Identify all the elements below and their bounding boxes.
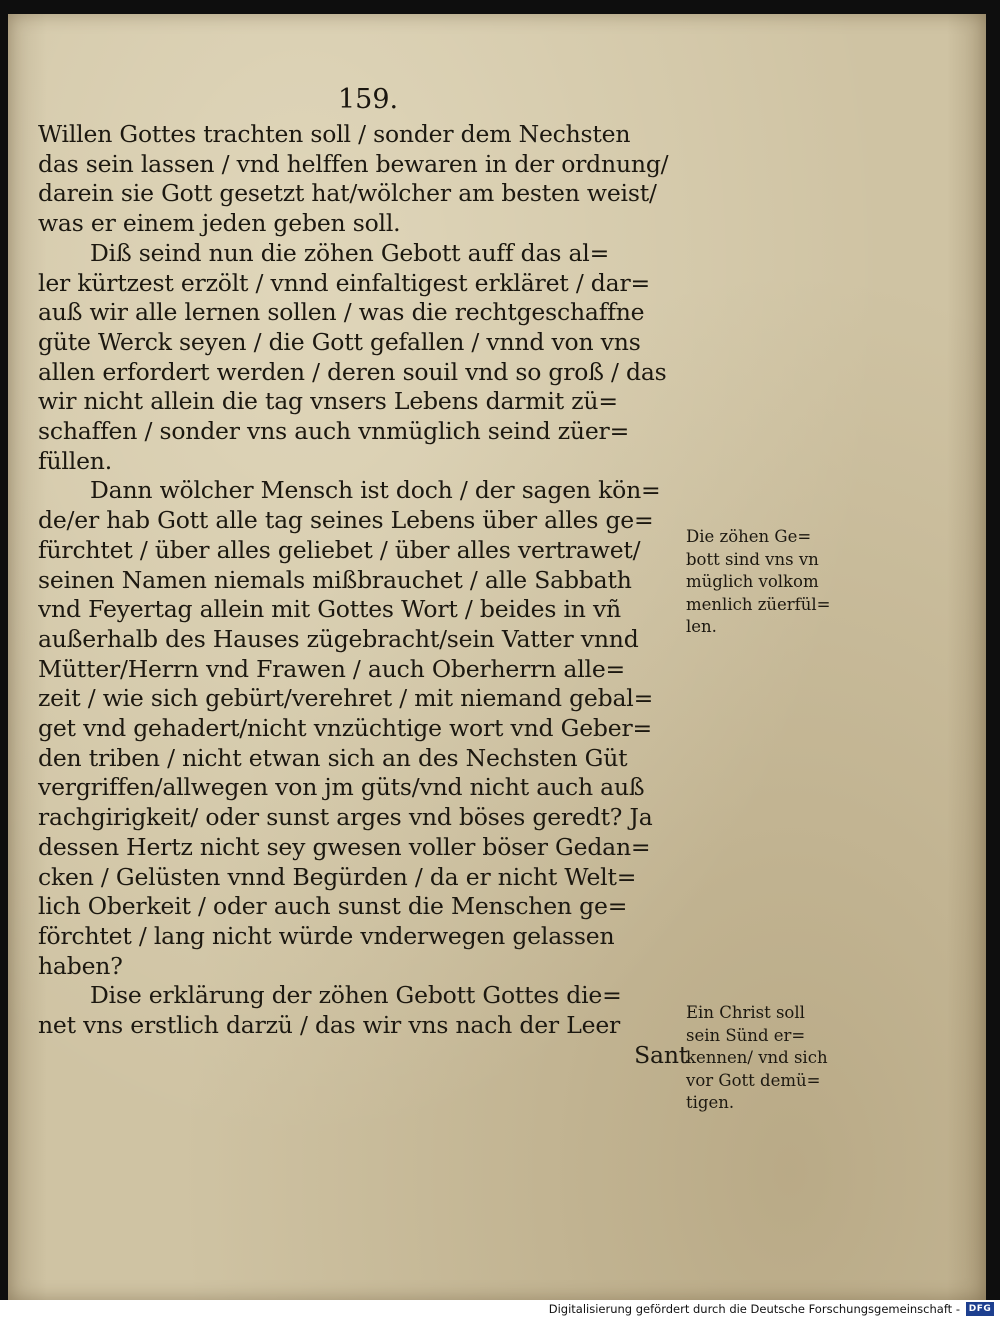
- marginal-note: [686, 1002, 856, 1115]
- text-line: Mütter/Herrn vnd Frawen / auch Oberherrn alle=: [38, 654, 626, 683]
- page-number: 159.: [338, 84, 399, 115]
- marginal-line: Ein Christ soll: [686, 1003, 805, 1022]
- footer-bar: [0, 1300, 1000, 1319]
- text-line: vnd Feyertag allein mit Gottes Wort / beides in vñ: [38, 595, 621, 624]
- funding-credit: Digitalisierung gefördert durch die Deutsche Forschungsgemeinschaft -: [548, 1302, 960, 1316]
- text-line: Willen Gottes trachten soll / sonder dem Nechsten: [38, 120, 631, 148]
- paragraph-start-line: Dise erklärung der zöhen Gebott Gottes die=: [90, 981, 622, 1010]
- marginal-line: tigen.: [686, 1093, 735, 1112]
- text-line: füllen.: [38, 446, 112, 475]
- paragraph-start-line: Diß seind nun die zöhen Gebott auff das al=: [90, 238, 610, 267]
- marginal-line: bott sind vns vn: [686, 549, 819, 569]
- body-text: [38, 120, 688, 1071]
- text-line: den triben / nicht etwan sich an des Nechsten Güt: [38, 743, 628, 772]
- text-line: schaffen / sonder vns auch vnmüglich seind züer=: [38, 417, 630, 446]
- text-line: zeit / wie sich gebürt/verehret / mit niemand gebal=: [38, 684, 654, 713]
- marginal-note: [686, 526, 856, 639]
- text-line: darein sie Gott gesetzt hat/wölcher am besten weist/: [38, 179, 657, 208]
- marginal-line: vor Gott demü=: [686, 1070, 821, 1090]
- text-line: rachgirigkeit/ oder sunst arges vnd böses geredt? Ja: [38, 803, 653, 832]
- text-line: cken / Gelüsten vnnd Begürden / da er nicht Welt=: [38, 862, 637, 891]
- paragraph-start-line: Dann wölcher Mensch ist doch / der sagen kön=: [90, 476, 661, 505]
- text-line: net vns erstlich darzü / das wir vns nach der Leer: [38, 1011, 621, 1040]
- marginal-line: len.: [686, 617, 717, 636]
- text-line: güte Werck seyen / die Gott gefallen / vnnd von vns: [38, 327, 641, 356]
- text-line: außerhalb des Hauses zügebracht/sein Vatter vnnd: [38, 624, 639, 653]
- text-line: de/er hab Gott alle tag seines Lebens über alles ge=: [38, 506, 654, 535]
- text-line: förchtet / lang nicht würde vnderwegen gelassen: [38, 921, 615, 950]
- marginal-line: müglich volkom: [686, 572, 819, 591]
- scanned-page: [8, 14, 986, 1300]
- catchword: Sant: [634, 1040, 688, 1069]
- text-line: das sein lassen / vnd helffen bewaren in der ordnung/: [38, 149, 669, 178]
- marginal-line: sein Sünd er=: [686, 1025, 806, 1045]
- text-line: vergriffen/allwegen von jm güts/vnd nicht auch auß: [38, 773, 645, 802]
- marginal-line: Die zöhen Ge=: [686, 527, 812, 546]
- text-line: was er einem jeden geben soll.: [38, 209, 401, 238]
- text-line: get vnd gehadert/nicht vnzüchtige wort vnd Geber=: [38, 714, 652, 743]
- text-line: auß wir alle lernen sollen / was die rechtgeschaffne: [38, 298, 645, 327]
- text-line: wir nicht allein die tag vnsers Lebens darmit zü=: [38, 387, 618, 416]
- text-line: fürchtet / über alles geliebet / über alles vertrawet/: [38, 535, 641, 564]
- text-line: allen erfordert werden / deren souil vnd so groß / das: [38, 357, 667, 386]
- text-line: haben?: [38, 951, 123, 980]
- text-line: ler kürtzest erzölt / vnnd einfaltigest erkläret / dar=: [38, 268, 650, 297]
- dfg-logo-icon: DFG: [966, 1302, 994, 1316]
- text-line: seinen Namen niemals mißbrauchet / alle Sabbath: [38, 565, 632, 594]
- marginal-line: menlich züerfül=: [686, 594, 831, 614]
- text-line: lich Oberkeit / oder auch sunst die Menschen ge=: [38, 892, 628, 921]
- marginal-line: kennen/ vnd sich: [686, 1048, 828, 1067]
- text-line: dessen Hertz nicht sey gwesen voller böser Gedan=: [38, 832, 651, 861]
